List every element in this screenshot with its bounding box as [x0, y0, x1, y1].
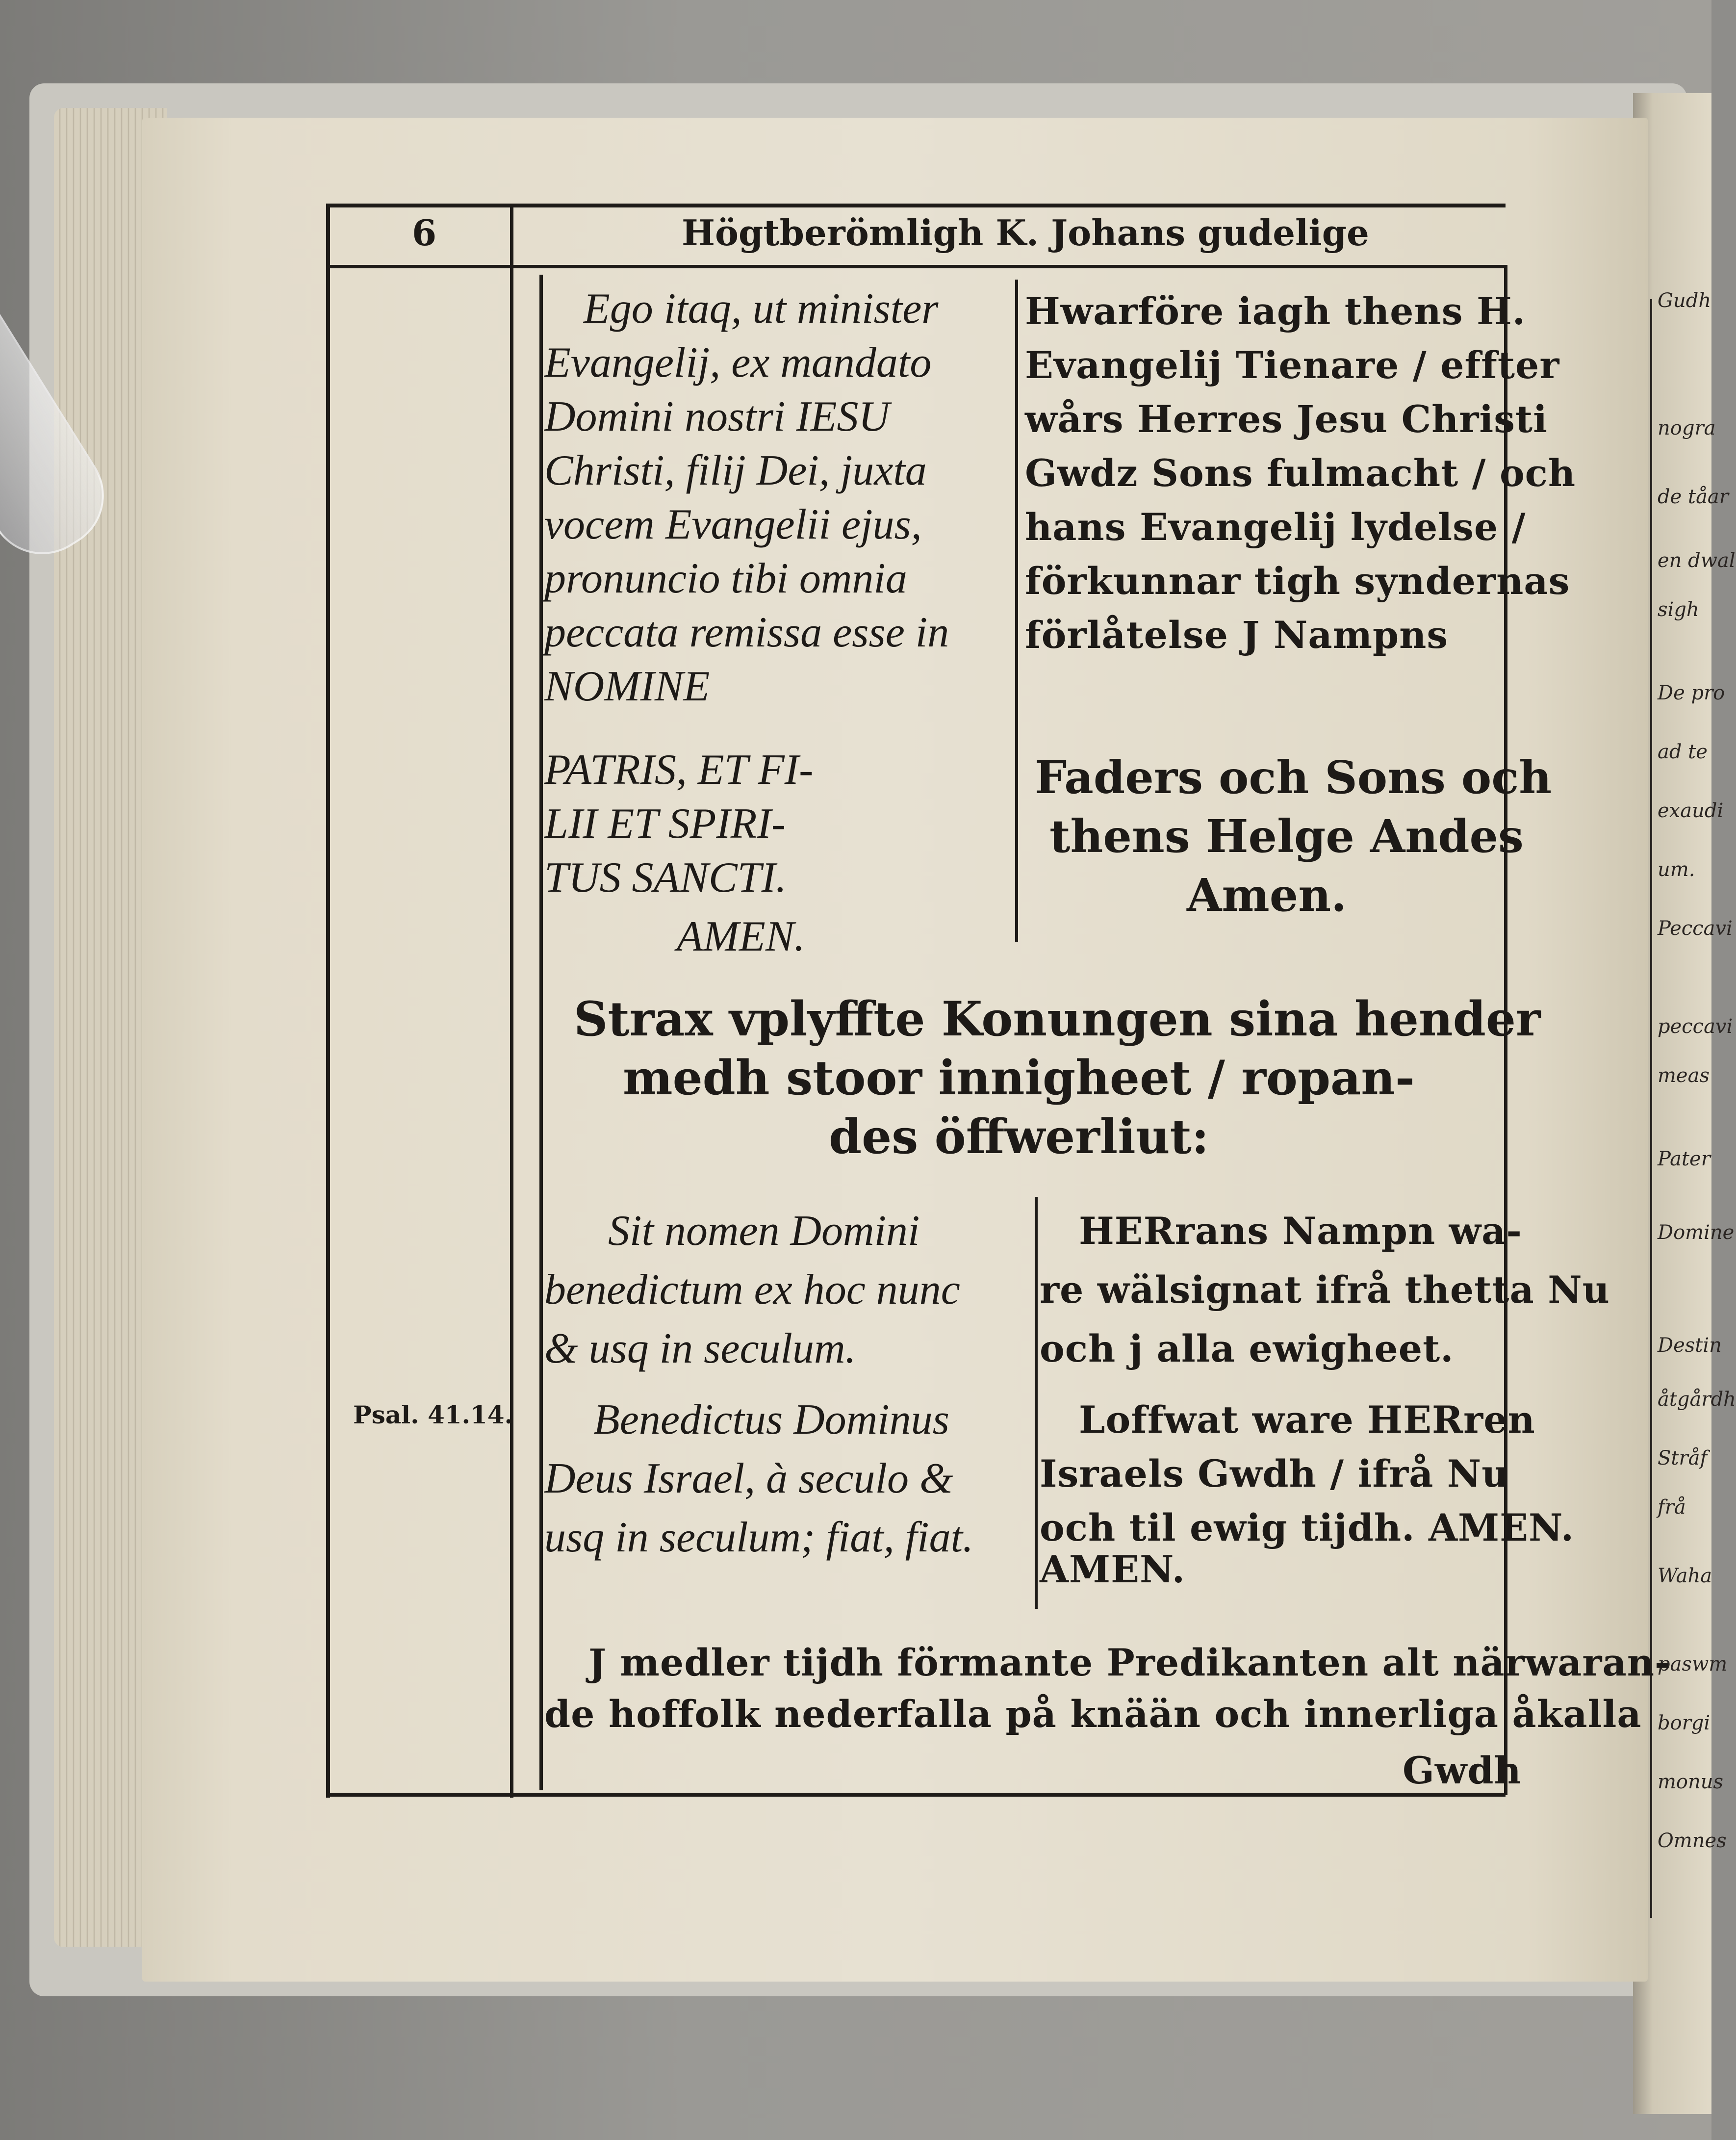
frame-left-rule — [326, 204, 330, 1798]
latin-line: NOMINE — [544, 663, 710, 710]
latin-line: Benedictus Dominus — [593, 1396, 949, 1444]
frame-bottom-rule — [326, 1793, 1506, 1797]
psalm-reference: Psal. 41.14. — [353, 1400, 513, 1429]
facing-page-fragment: åtgårdh — [1658, 1388, 1736, 1411]
swedish-line: och j alla ewigheet. — [1040, 1327, 1454, 1370]
swedish-line: re wälsignat ifrå thetta Nu — [1040, 1268, 1610, 1312]
swedish-line: Israels Gwdh / ifrå Nu — [1040, 1452, 1509, 1495]
latin-line: Christi, filij Dei, juxta — [544, 447, 927, 494]
facing-page-fragment: borgi — [1658, 1712, 1710, 1734]
facing-page-fragment: paswm — [1658, 1653, 1728, 1676]
facing-page-fragment: nogra — [1658, 417, 1716, 439]
latin-line: Deus Israel, à seculo & — [544, 1455, 953, 1502]
swedish-line: HERrans Nampn wa- — [1079, 1209, 1522, 1253]
psalm-divider — [1035, 1197, 1038, 1609]
latin-line: PATRIS, ET FI- — [544, 746, 814, 794]
heading-line: medh stoor innigheet / ropan- — [623, 1050, 1415, 1106]
facing-page-fragment: Destin — [1658, 1334, 1722, 1357]
swedish-line: Hwarföre iagh thens H. — [1025, 289, 1526, 333]
swedish-line: AMEN. — [1040, 1547, 1186, 1591]
facing-page-fragment: Domine — [1658, 1221, 1735, 1244]
text-column-left-rule — [539, 275, 543, 1790]
facing-page-fragment: Stråf — [1658, 1447, 1708, 1470]
page-number: 6 — [412, 212, 437, 254]
closing-line: J medler tijdh förmante Predikanten alt närwaran- — [588, 1641, 1671, 1684]
facing-page-fragment: Omnes — [1658, 1830, 1727, 1852]
latin-line: benedictum ex hoc nunc — [544, 1266, 960, 1314]
running-title: Högtberömligh K. Johans gudelige — [682, 212, 1369, 254]
latin-line: Sit nomen Domini — [608, 1207, 920, 1255]
swedish-line: wårs Herres Jesu Christi — [1025, 397, 1548, 441]
latin-line: Domini nostri IESU — [544, 393, 890, 440]
facing-page-fragment: um. — [1658, 858, 1695, 881]
swedish-line: och til ewig tijdh. AMEN. — [1040, 1506, 1575, 1549]
latin-line: Evangelij, ex mandato — [544, 339, 932, 387]
latin-line: vocem Evangelii ejus, — [544, 501, 922, 548]
swedish-line: förkunnar tigh syndernas — [1025, 559, 1570, 603]
facing-page-fragment: Peccavi — [1658, 917, 1733, 940]
facing-page-fragment: Pater — [1658, 1148, 1710, 1170]
swedish-line: thens Helge Andes — [1049, 810, 1524, 863]
facing-page-fragment: exaudi — [1658, 799, 1724, 822]
header-rule — [326, 265, 1506, 268]
frame-top-rule — [326, 204, 1506, 207]
facing-page-fragment: frå — [1658, 1496, 1686, 1519]
facing-page-fragment: Waha — [1658, 1565, 1712, 1587]
latin-line: Ego itaq, ut minister — [584, 285, 939, 333]
facing-page-fragment: en dwal — [1658, 549, 1736, 572]
swedish-line: Faders och Sons och — [1035, 751, 1552, 804]
facing-page-fragment: monus — [1658, 1771, 1724, 1793]
facing-page-fragment: de tåar — [1658, 486, 1729, 508]
latin-line: peccata remissa esse in — [544, 609, 949, 656]
facing-page-fragment: Gudh — [1658, 289, 1711, 312]
swedish-line: Gwdz Sons fulmacht / och — [1025, 451, 1576, 495]
facing-page-fragment: ad te — [1658, 741, 1708, 763]
facing-page-fragment: De pro — [1658, 682, 1725, 704]
facing-page-fragment: peccavi — [1658, 1015, 1733, 1038]
absolution-divider — [1015, 280, 1018, 942]
swedish-line: hans Evangelij lydelse / — [1025, 505, 1526, 549]
catchword: Gwdh — [1403, 1749, 1522, 1792]
heading-line: Strax vplyffte Konungen sina hender — [574, 991, 1541, 1047]
swedish-line: Loffwat ware HERren — [1079, 1398, 1535, 1442]
swedish-line: förlåtelse J Nampns — [1025, 613, 1449, 657]
closing-line: de hoffolk nederfalla på knään och innerliga åkalla — [544, 1692, 1642, 1736]
latin-line: LII ET SPIRI- — [544, 800, 786, 848]
swedish-line: Amen. — [1187, 869, 1347, 922]
margin-column-rule — [510, 204, 513, 1798]
latin-line: & usq in seculum. — [544, 1325, 856, 1372]
latin-line: AMEN. — [677, 913, 805, 960]
latin-line: TUS SANCTI. — [544, 854, 787, 902]
latin-line: pronuncio tibi omnia — [544, 555, 907, 602]
swedish-line: Evangelij Tienare / effter — [1025, 343, 1560, 387]
latin-line: usq in seculum; fiat, fiat. — [544, 1514, 974, 1561]
facing-page-fragment: meas — [1658, 1064, 1710, 1087]
facing-page-fragment: sigh — [1658, 598, 1699, 621]
heading-line: des öffwerliut: — [829, 1109, 1209, 1164]
